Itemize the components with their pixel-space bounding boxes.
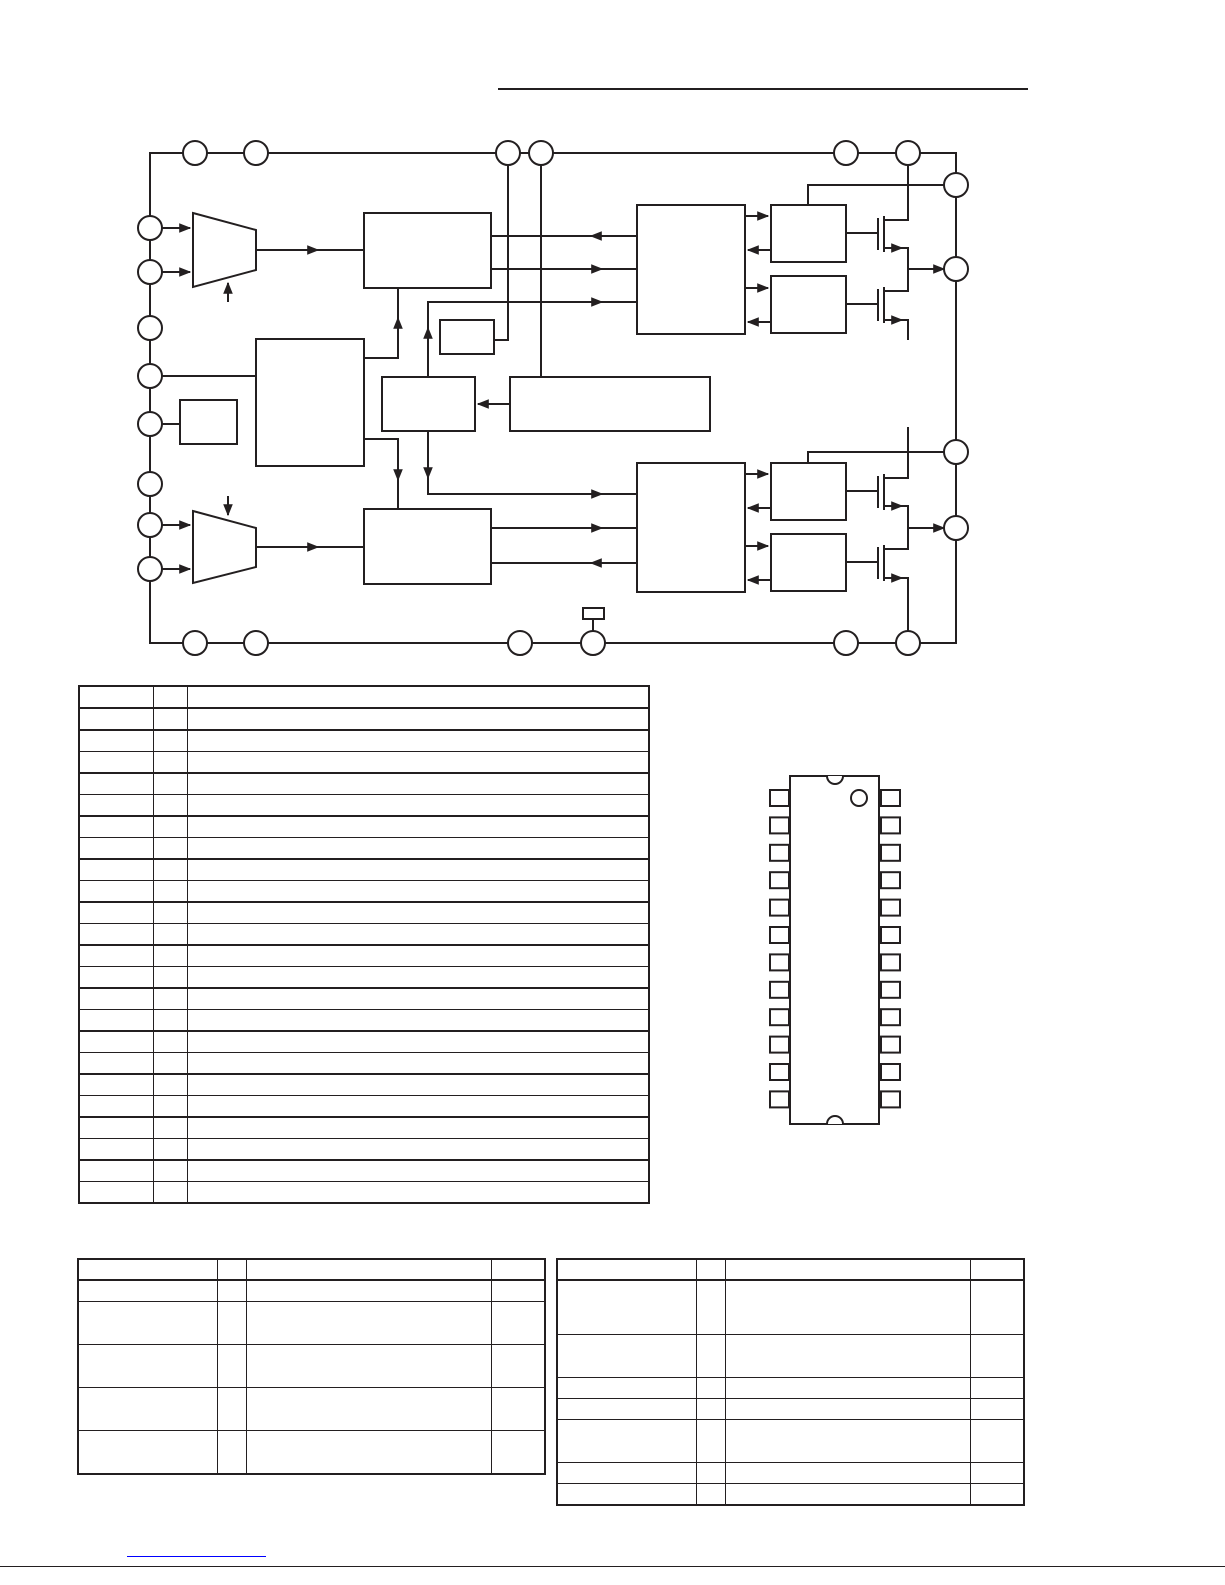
pin-table-cell — [154, 945, 188, 967]
pin-table-row — [80, 773, 649, 795]
spec-right-cell — [697, 1335, 726, 1378]
pin-table-cell — [188, 1139, 649, 1161]
pin-table-row — [80, 988, 649, 1010]
pin-table-cell — [80, 1117, 154, 1139]
pin-table-cell — [80, 816, 154, 838]
gate-driver-1-low — [771, 276, 846, 333]
pin-top-4 — [529, 141, 553, 165]
pin-bottom-6 — [896, 631, 920, 655]
pin-table-cell — [154, 773, 188, 795]
spec-right-cell — [558, 1420, 697, 1463]
pin-table-row — [80, 1031, 649, 1053]
package-pin-left — [770, 1064, 789, 1080]
pin-table-cell — [154, 859, 188, 881]
spec-right-cell — [558, 1399, 697, 1420]
spec-right-cell — [725, 1463, 970, 1484]
protection — [510, 377, 710, 431]
spec-left-cell — [218, 1431, 247, 1474]
package-pin-left — [770, 872, 789, 888]
pin-table-cell — [188, 752, 649, 774]
spec-right-row — [558, 1335, 1024, 1378]
pin-table-cell — [188, 687, 649, 709]
pin-table-cell — [154, 881, 188, 903]
spec-right-cell — [725, 1280, 970, 1335]
pin-table-cell — [80, 1096, 154, 1118]
spec-right-cell — [971, 1463, 1024, 1484]
spec-right-row — [558, 1280, 1024, 1335]
spec-left-cell — [218, 1345, 247, 1388]
pin-table-cell — [154, 1053, 188, 1075]
pin-table-cell — [154, 924, 188, 946]
spec-left-header — [79, 1260, 545, 1281]
pin1-marker — [851, 790, 867, 806]
spec-right-cell — [697, 1420, 726, 1463]
spec-right-cell — [725, 1484, 970, 1505]
spec-right-header-cell — [971, 1260, 1024, 1281]
pin-table-cell — [188, 881, 649, 903]
spec-left-row — [79, 1302, 545, 1345]
gate-drive-logic-2 — [637, 463, 745, 592]
pin-table-cell — [154, 1182, 188, 1203]
spec-right-cell — [971, 1280, 1024, 1335]
pin-description-table — [79, 686, 649, 1203]
pin-table-row — [80, 1074, 649, 1096]
package-pin-left — [770, 1037, 789, 1053]
spec-right-cell — [558, 1280, 697, 1335]
spec-right-cell — [697, 1280, 726, 1335]
pin-table-cell — [80, 1053, 154, 1075]
pin-left-8 — [138, 557, 162, 581]
pin-table-cell — [154, 988, 188, 1010]
spec-right-cell — [558, 1335, 697, 1378]
pin-table-cell — [188, 838, 649, 860]
package-pin-right — [881, 790, 900, 806]
pin-table-cell — [80, 1010, 154, 1032]
spec-left-header-cell — [246, 1260, 491, 1281]
package-pin-left — [770, 845, 789, 861]
spec-right-cell — [971, 1420, 1024, 1463]
spec-table-right — [557, 1259, 1024, 1505]
pin-table-row — [80, 945, 649, 967]
package-pin-right — [881, 954, 900, 970]
spec-right-cell — [697, 1463, 726, 1484]
footer-rule — [0, 1566, 1225, 1567]
pin-right-3 — [944, 440, 968, 464]
spec-right-cell — [971, 1378, 1024, 1399]
pin-table-cell — [80, 967, 154, 989]
pin-right-2 — [944, 257, 968, 281]
spec-right-cell — [971, 1335, 1024, 1378]
spec-right-cell — [971, 1399, 1024, 1420]
gate-drive-logic-1 — [637, 205, 745, 334]
spec-left-cell — [246, 1345, 491, 1388]
pin-top-5 — [834, 141, 858, 165]
spec-right-cell — [725, 1420, 970, 1463]
pin-table-row — [80, 752, 649, 774]
spec-left-cell — [79, 1280, 218, 1302]
spec-left-cell — [492, 1431, 545, 1474]
spec-left-header-cell — [79, 1260, 218, 1281]
pin-left-7 — [138, 513, 162, 537]
spec-right-cell — [558, 1484, 697, 1505]
pin-top-3 — [496, 141, 520, 165]
pin-table-row — [80, 708, 649, 730]
spec-left-cell — [218, 1388, 247, 1431]
spec-left-cell — [492, 1302, 545, 1345]
spec-left-cell — [79, 1431, 218, 1474]
pin-bottom-4 — [581, 631, 605, 655]
pin-table-cell — [80, 1074, 154, 1096]
spec-right-row — [558, 1484, 1024, 1505]
pwm-modulator-2 — [364, 509, 491, 584]
spec-right-row — [558, 1399, 1024, 1420]
pin-table-header — [80, 687, 649, 709]
package-pin-left — [770, 982, 789, 998]
pin-left-4 — [138, 364, 162, 388]
spec-left-row — [79, 1431, 545, 1474]
pin-left-3 — [138, 316, 162, 340]
package-pin-right — [881, 817, 900, 833]
spec-right-cell — [725, 1335, 970, 1378]
pin-table-cell — [188, 1160, 649, 1182]
pin-table-cell — [188, 924, 649, 946]
gate-driver-1-high — [771, 205, 846, 262]
pin-table-cell — [154, 1096, 188, 1118]
package-pin-right — [881, 1091, 900, 1107]
spec-left-cell — [246, 1302, 491, 1345]
spec-left-cell — [246, 1431, 491, 1474]
pin-table-cell — [154, 1117, 188, 1139]
pin-table-cell — [188, 795, 649, 817]
oscillator — [180, 400, 237, 444]
pin-table-cell — [188, 859, 649, 881]
pin-table-cell — [188, 1074, 649, 1096]
spec-right-cell — [558, 1378, 697, 1399]
package-pin-right — [881, 927, 900, 943]
pwm-modulator-1 — [364, 213, 491, 288]
pin-left-5 — [138, 412, 162, 436]
pin-top-6 — [896, 141, 920, 165]
pin-right-4 — [944, 516, 968, 540]
package-pin-right — [881, 845, 900, 861]
pin-table-cell — [188, 1117, 649, 1139]
pin-table-cell — [80, 988, 154, 1010]
pin-table-cell — [154, 708, 188, 730]
pin-table-cell — [188, 1182, 649, 1203]
spec-left-cell — [492, 1388, 545, 1431]
pin-table-cell — [154, 1139, 188, 1161]
spec-left-header-cell — [218, 1260, 247, 1281]
spec-right-header — [558, 1260, 1024, 1281]
spec-left-row — [79, 1280, 545, 1302]
package-pin-left — [770, 927, 789, 943]
pin-table-cell — [188, 816, 649, 838]
pin-bottom-2 — [244, 631, 268, 655]
gate-driver-2-high — [771, 463, 846, 520]
package-pin-right — [881, 1037, 900, 1053]
package-notch-bottom — [827, 1116, 843, 1124]
package-pin-right — [881, 1064, 900, 1080]
pin-table-cell — [154, 816, 188, 838]
pin-table-cell — [80, 838, 154, 860]
pin-table-row — [80, 881, 649, 903]
gate-driver-2-low — [771, 534, 846, 591]
spec-left-cell — [218, 1302, 247, 1345]
spec-right-row — [558, 1420, 1024, 1463]
spec-left-cell — [246, 1388, 491, 1431]
pin-table-cell — [80, 773, 154, 795]
pin-table-cell — [154, 730, 188, 752]
pin-table-cell — [154, 1074, 188, 1096]
package-notch-top — [827, 776, 843, 784]
spec-right-cell — [558, 1463, 697, 1484]
package-pin-left — [770, 954, 789, 970]
pin-table-cell — [80, 1182, 154, 1203]
spec-left-cell — [79, 1302, 218, 1345]
pin-table-cell — [80, 687, 154, 709]
spec-right-row — [558, 1463, 1024, 1484]
pin-table-row — [80, 1096, 649, 1118]
spec-right-cell — [725, 1378, 970, 1399]
pin-table-cell — [80, 1160, 154, 1182]
pin-table-row — [80, 1182, 649, 1203]
pin-table-cell — [188, 708, 649, 730]
pin-table-row — [80, 1010, 649, 1032]
pin-table-row — [80, 902, 649, 924]
pin-top-1 — [183, 141, 207, 165]
package-pin-left — [770, 817, 789, 833]
pin-table-cell — [188, 945, 649, 967]
pin-table-cell — [188, 988, 649, 1010]
spec-left-cell — [492, 1345, 545, 1388]
pin-table-cell — [188, 1053, 649, 1075]
spec-right-header-cell — [558, 1260, 697, 1281]
pin-table-row — [80, 816, 649, 838]
pin-table-cell — [188, 1096, 649, 1118]
pin-table-row — [80, 838, 649, 860]
input-amp-1 — [193, 213, 256, 287]
spec-right-cell — [697, 1399, 726, 1420]
pin-bottom-1 — [183, 631, 207, 655]
package-pin-left — [770, 1091, 789, 1107]
pin-table-cell — [188, 967, 649, 989]
pin-table-cell — [154, 1031, 188, 1053]
spec-left-row — [79, 1345, 545, 1388]
pin-table-cell — [188, 902, 649, 924]
spec-right-cell — [697, 1378, 726, 1399]
pin-table-cell — [154, 967, 188, 989]
pin-table-cell — [80, 1139, 154, 1161]
pin-table-cell — [154, 1160, 188, 1182]
pin-table-row — [80, 1117, 649, 1139]
spec-right-header-cell — [725, 1260, 970, 1281]
pin-table-cell — [154, 838, 188, 860]
pin-table-row — [80, 924, 649, 946]
pin-table-cell — [80, 859, 154, 881]
pin-table-cell — [80, 924, 154, 946]
package-pin-right — [881, 982, 900, 998]
pin-table-cell — [154, 1010, 188, 1032]
spec-left-cell — [79, 1388, 218, 1431]
pin-table-cell — [154, 687, 188, 709]
pin-table-row — [80, 967, 649, 989]
pin-table-row — [80, 795, 649, 817]
bottom-pin-tag — [583, 608, 604, 619]
spec-right-cell — [697, 1484, 726, 1505]
package-pin-right — [881, 1009, 900, 1025]
spec-right-header-cell — [697, 1260, 726, 1281]
pin-left-6 — [138, 472, 162, 496]
pin-left-1 — [138, 216, 162, 240]
pin-table-row — [80, 1139, 649, 1161]
spec-left-row — [79, 1388, 545, 1431]
pin-table-cell — [80, 1031, 154, 1053]
pin-table-row — [80, 1053, 649, 1075]
pin-left-2 — [138, 260, 162, 284]
package-pin-left — [770, 790, 789, 806]
pin-table-cell — [188, 1010, 649, 1032]
pin-table-cell — [154, 902, 188, 924]
pin-table-cell — [80, 902, 154, 924]
pin-table-cell — [188, 773, 649, 795]
pin-top-2 — [244, 141, 268, 165]
package-outline — [760, 770, 910, 1130]
spec-left-header-cell — [492, 1260, 545, 1281]
pin-table-cell — [154, 795, 188, 817]
pin-table-cell — [80, 752, 154, 774]
input-amp-2 — [193, 511, 256, 583]
spec-left-cell — [79, 1345, 218, 1388]
pin-table-cell — [154, 752, 188, 774]
spec-left-cell — [218, 1280, 247, 1302]
control-logic — [256, 339, 364, 466]
package-pin-left — [770, 900, 789, 916]
spec-table-left — [78, 1259, 545, 1474]
pin-table-row — [80, 859, 649, 881]
spec-right-cell — [725, 1399, 970, 1420]
pin-bottom-5 — [834, 631, 858, 655]
package-body — [790, 776, 879, 1124]
spec-left-cell — [492, 1280, 545, 1302]
spec-right-row — [558, 1378, 1024, 1399]
pin-table-cell — [80, 730, 154, 752]
pin-table-cell — [80, 881, 154, 903]
pin-table-cell — [80, 945, 154, 967]
pin-table-cell — [188, 730, 649, 752]
pin-right-1 — [944, 173, 968, 197]
pin-table-cell — [80, 708, 154, 730]
spec-right-cell — [971, 1484, 1024, 1505]
package-pin-left — [770, 1009, 789, 1025]
bias — [382, 377, 475, 431]
pin-table-row — [80, 1160, 649, 1182]
pin-table-row — [80, 730, 649, 752]
footer-link-underline[interactable] — [127, 1556, 266, 1557]
reference — [440, 320, 494, 354]
pin-bottom-3 — [508, 631, 532, 655]
pin-table-cell — [188, 1031, 649, 1053]
package-pin-right — [881, 900, 900, 916]
pin-table-cell — [80, 795, 154, 817]
block-diagram — [0, 0, 1225, 680]
package-pin-right — [881, 872, 900, 888]
spec-left-cell — [246, 1280, 491, 1302]
